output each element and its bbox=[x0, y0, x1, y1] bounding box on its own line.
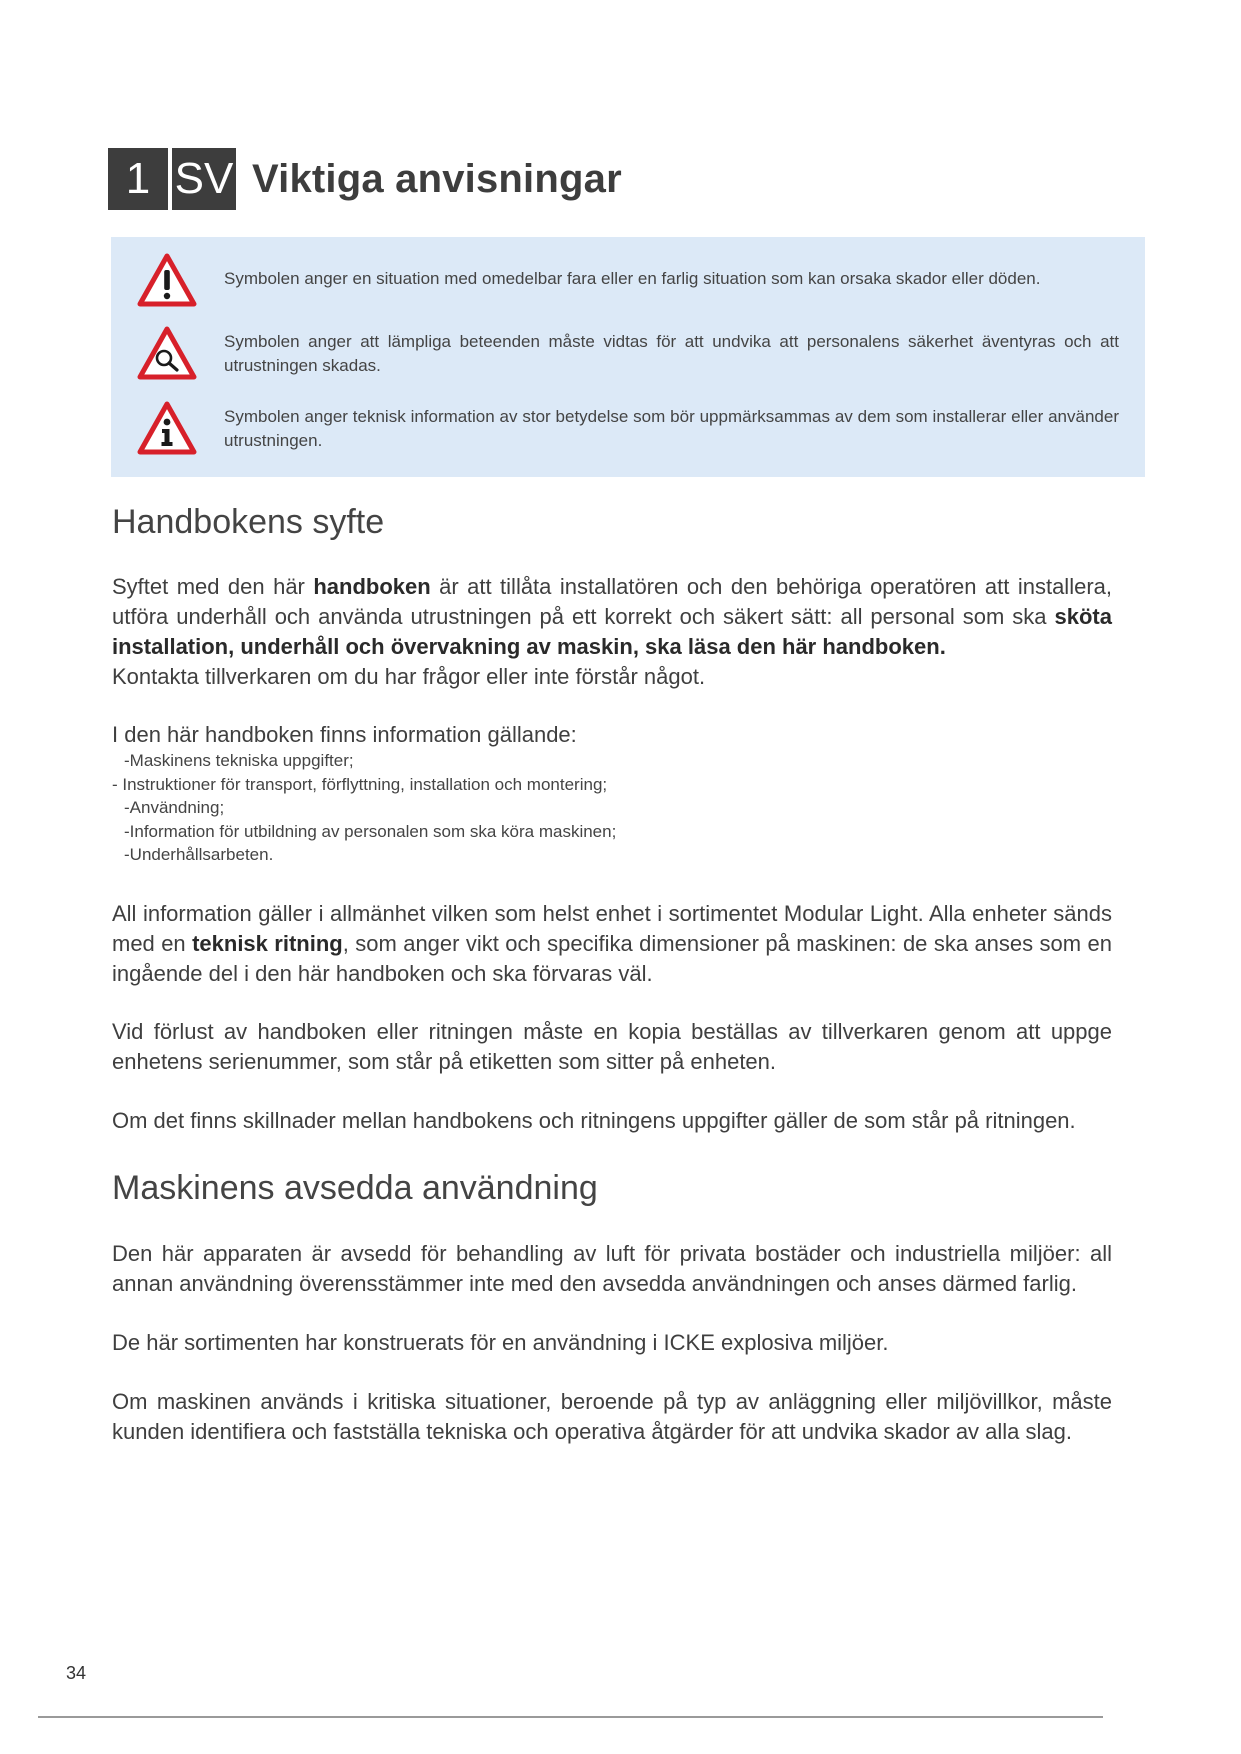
warning-text-caution: Symbolen anger att lämpliga beteenden måste vidtas för att undvika att personalens säkerhet äventyras och att utrustningen skadas. bbox=[224, 332, 1119, 375]
list-item: -Användning; bbox=[124, 798, 225, 817]
footer-divider bbox=[38, 1716, 1103, 1718]
caution-magnifier-icon bbox=[137, 326, 197, 380]
purpose-text-3: Kontakta tillverkaren om du har frågor eller inte förstår något. bbox=[112, 664, 706, 689]
loss-paragraph: Vid förlust av handboken eller ritningen måste en kopia beställas av tillverkaren genom att uppge enhetens serienummer, som står på etiketten som sitter på enheten. bbox=[112, 1019, 1112, 1074]
purpose-paragraph bbox=[112, 572, 1112, 692]
purpose-text-1: Syftet med den här bbox=[112, 574, 314, 599]
page-number: 34 bbox=[66, 1663, 87, 1683]
warning-text-information: Symbolen anger teknisk information av stor betydelse som bör uppmärksammas av dem som installerar eller använder utrustningen. bbox=[224, 407, 1119, 450]
section-heading-intended-use: Maskinens avsedda användning bbox=[112, 1169, 598, 1207]
critical-situations-paragraph: Om maskinen används i kritiska situationer, beroende på typ av anläggning eller miljövillkor, måste kunden identifiera och fastställa tekniska och operativa åtgärder för att undvika skador av alla slag. bbox=[112, 1389, 1112, 1444]
purpose-text-2: är att tillåta installatören och den behöriga operatören att installera, utföra underhåll och använda utrustningen på ett korrekt och säkert sätt: all personal som ska bbox=[112, 574, 1112, 629]
list-item: -Maskinens tekniska uppgifter; bbox=[124, 751, 354, 770]
list-item: -Underhållsarbeten. bbox=[124, 845, 274, 864]
list-intro: I den här handboken finns information gällande: bbox=[112, 722, 577, 747]
list-item: -Information för utbildning av personalen som ska köra maskinen; bbox=[124, 821, 617, 841]
page-title: Viktiga anvisningar bbox=[252, 156, 622, 201]
warning-symbols-box bbox=[111, 237, 1145, 477]
non-explosive-paragraph: De här sortimenten har konstruerats för en användning i ICKE explosiva miljöer. bbox=[112, 1330, 889, 1355]
modular-bold-1: teknisk ritning bbox=[192, 931, 343, 956]
differences-paragraph: Om det finns skillnader mellan handbokens och ritningens uppgifter gäller de som står på ritningen. bbox=[112, 1108, 1076, 1133]
language-badge: SV bbox=[172, 148, 236, 210]
chapter-number-badge: 1 bbox=[108, 148, 168, 210]
modular-text-1: All information gäller i allmänhet vilken som helst enhet i sortimentet Modular Light. Alla enheter sänds med en bbox=[112, 901, 1112, 956]
modular-light-paragraph bbox=[112, 899, 1112, 989]
purpose-bold-1: handboken bbox=[313, 574, 431, 599]
modular-text-2: , som anger vikt och specifika dimensioner på maskinen: de ska anses som en ingående del i den här handboken och ska förvaras väl. bbox=[112, 931, 1112, 986]
danger-exclamation-icon bbox=[137, 253, 197, 307]
intended-use-paragraph: Den här apparaten är avsedd för behandling av luft för privata bostäder och industriella miljöer: all annan användning överensstämmer inte med den avsedda användningen och anses därmed farlig. bbox=[112, 1241, 1112, 1296]
list-item: - Instruktioner för transport, förflyttning, installation och montering; bbox=[112, 774, 608, 794]
information-icon bbox=[137, 401, 197, 455]
warning-text-danger: Symbolen anger en situation med omedelbar fara eller en farlig situation som kan orsaka skador eller döden. bbox=[224, 269, 1041, 288]
contents-list bbox=[112, 749, 1112, 867]
purpose-bold-2: sköta installation, underhåll och övervakning av maskin, ska läsa den här handboken. bbox=[112, 604, 1112, 659]
chapter-header bbox=[108, 148, 622, 210]
section-heading-purpose: Handbokens syfte bbox=[112, 503, 385, 541]
